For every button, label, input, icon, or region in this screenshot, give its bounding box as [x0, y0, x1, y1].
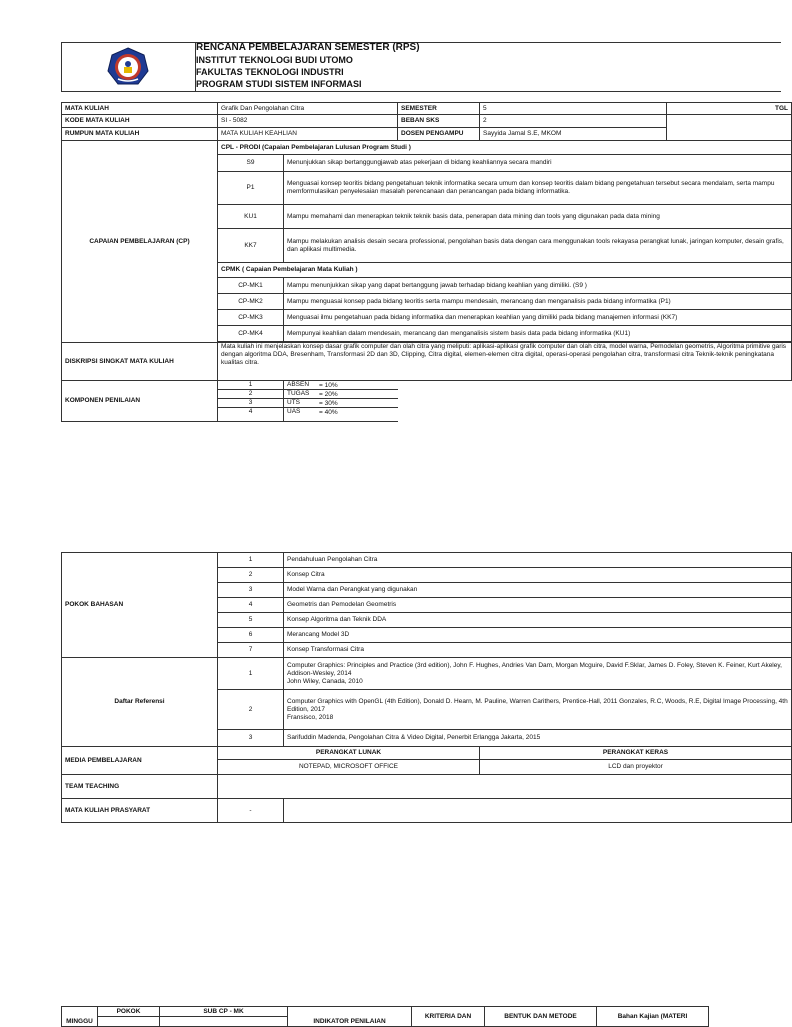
- capaian-label: CAPAIAN PEMBELAJARAN (CP): [62, 141, 218, 343]
- weekly-plan-table: [61, 1006, 709, 1027]
- cpmk-text: Menguasai ilmu pengetahuan pada bidang informatika dan menerapkan keahlian yang dimiliki pada bidang manajemen informasi (KK7): [284, 310, 792, 326]
- pokok-text: Model Warna dan Perangkat yang digunakan: [284, 583, 792, 598]
- pokok-text: Merancang Model 3D: [284, 628, 792, 643]
- kode-value: SI - 5082: [218, 115, 398, 128]
- table-row: [62, 775, 792, 799]
- rps-info-table: [61, 102, 792, 422]
- pokok-no: 6: [218, 628, 284, 643]
- referensi-text: Computer Graphics: Principles and Practice (3rd edition), John F. Hughes, Andries Van Dam, Morgan Mcguire, David F.Sklar, James D. Foley, Steven K. Feiner, Kurt Akeley, Addison-Wesley, 2014: [287, 661, 782, 677]
- dosen-value: Sayyida Jamal S.E, MKOM: [480, 128, 667, 141]
- komponen-no: 4: [218, 408, 284, 422]
- komponen-label: KOMPONEN PENILAIAN: [62, 381, 218, 422]
- cpmk-text: Mempunyai keahlian dalam mendesain, merancang dan menganalisis sistem basis data pada bidang informatika (KU1): [284, 326, 792, 342]
- komponen-no: 2: [218, 390, 284, 399]
- perangkat-keras-header: PERANGKAT KERAS: [480, 747, 792, 760]
- komponen-value: = 30%: [319, 400, 338, 407]
- perangkat-lunak-value: NOTEPAD, MICROSOFT OFFICE: [218, 760, 480, 775]
- perangkat-keras-value: LCD dan proyektor: [480, 760, 792, 775]
- referensi-text: Computer Graphics with OpenGL (4th Edition), Donald D. Hearn, M. Pauline, Warren Carithers, Prentice-Hall, 2011 Gonzales, R.C, Woods, R.E, Digital Image Processing, 4th Edition, 2017: [287, 697, 788, 713]
- kriteria-header: KRITERIA DAN: [412, 1007, 485, 1027]
- table-row: [62, 1007, 709, 1017]
- program-name: PROGRAM STUDI SISTEM INFORMASI: [196, 79, 362, 89]
- rumpun-value: MATA KULIAH KEAHLIAN: [218, 128, 398, 141]
- cpmk-code: CP-MK3: [218, 310, 284, 326]
- prasyarat-value: -: [218, 799, 284, 823]
- perangkat-lunak-header: PERANGKAT LUNAK: [218, 747, 480, 760]
- referensi-no: 3: [218, 730, 284, 747]
- mata-kuliah-value: Grafik Dan Pengolahan Citra: [218, 103, 398, 115]
- komponen-value: = 20%: [319, 391, 338, 398]
- deskripsi-text: Mata kuliah ini menjelaskan konsep dasar grafik computer dan olah citra yang meliputi: aplikasi-aplikasi grafik computer dan olah citra, model warna, Pemodelan geometris, Algoritma primitive garis dengan algoritma DDA, Bresenham, Transformasi 2D dan 3D, Clipping, Citra digital, elemen-elemen citra digital, operasi-operasi pengolahan citra, transformasi citra Teknik-teknik peningkatana kualitas citra.: [218, 343, 792, 381]
- cpl-code: KU1: [218, 205, 284, 229]
- cpl-text: Mampu melakukan analisis desain secara professional, pengolahan basis data dengan cara menggunakan tools rekayasa perangkat lunak, jaringan komputer, desain grafis, dan aplikasi multimedia.: [284, 229, 792, 263]
- institution-logo-cell: [62, 43, 196, 91]
- referensi-no: 1: [218, 658, 284, 690]
- rumpun-label: RUMPUN MATA KULIAH: [62, 128, 218, 141]
- referensi-text-cont: Fransisco, 2018: [287, 713, 334, 721]
- pokok-text: Konsep Citra: [284, 568, 792, 583]
- pokok-text: Konsep Algoritma dan Teknik DDA: [284, 613, 792, 628]
- cpl-text: Mampu memahami dan menerapkan teknik teknik basis data, penerapan data mining dan tools yang digunakan pada data mining: [284, 205, 792, 229]
- pokok-no: 5: [218, 613, 284, 628]
- pokok-no: 2: [218, 568, 284, 583]
- komponen-name: UTS: [287, 399, 300, 406]
- komponen-name: TUGAS: [287, 390, 310, 397]
- pokok-header: POKOK: [98, 1007, 160, 1017]
- table-row: [62, 381, 792, 390]
- referensi-text-cont: John Wiley, Canada, 2010: [287, 677, 363, 685]
- cpl-text: Menguasai konsep teoritis bidang pengetahuan teknik informatika secara umum dan konsep teoritis dalam bidang pengetahuan tersebut secara mendalam, serta mampu memformulasikan penyelesaian masalah perencanaan dan perancangan pada bidang informatika.: [284, 172, 792, 205]
- tgl-label: TGL: [667, 103, 792, 115]
- sks-value: 2: [480, 115, 667, 128]
- cpl-code: KK7: [218, 229, 284, 263]
- mata-kuliah-label: MATA KULIAH: [62, 103, 218, 115]
- deskripsi-label: DISKRIPSI SINGKAT MATA KULIAH: [62, 343, 218, 381]
- referensi-label: Daftar Referensi: [62, 658, 218, 747]
- bahan-header: Bahan Kajian (MATERI: [597, 1007, 709, 1027]
- cpmk-code: CP-MK4: [218, 326, 284, 342]
- faculty-name: FAKULTAS TEKNOLOGI INDUSTRI: [196, 67, 344, 77]
- table-row: [62, 747, 792, 760]
- indikator-header: INDIKATOR PENILAIAN: [288, 1007, 412, 1027]
- institution-logo: [62, 43, 195, 91]
- pokok-text: Pendahuluan Pengolahan Citra: [284, 553, 792, 568]
- sks-label: BEBAN SKS: [398, 115, 480, 128]
- tgl-value: [667, 115, 792, 141]
- cpmk-header: CPMK ( Capaian Pembelajaran Mata Kuliah ): [218, 263, 792, 278]
- komponen-name: UAS: [287, 408, 301, 415]
- pokok-no: 7: [218, 643, 284, 658]
- komponen-no: 1: [218, 381, 284, 390]
- prasyarat-label: MATA KULIAH PRASYARAT: [62, 799, 218, 823]
- table-row: [62, 799, 792, 823]
- rps-materials-table: [61, 552, 792, 823]
- cpl-code: S9: [218, 155, 284, 172]
- subcp-header: SUB CP - MK: [160, 1007, 288, 1017]
- team-teaching-value: [218, 775, 792, 799]
- team-teaching-label: TEAM TEACHING: [62, 775, 218, 799]
- cpmk-text: Mampu menunjukkan sikap yang dapat bertanggung jawab terhadap bidang keahlian yang dimiliki. (S9 ): [284, 278, 792, 294]
- komponen-value: = 40%: [319, 409, 338, 416]
- komponen-value: = 10%: [319, 382, 338, 389]
- dosen-label: DOSEN PENGAMPU: [398, 128, 480, 141]
- pokok-text: Konsep Transformasi Citra: [284, 643, 792, 658]
- pokok-label: POKOK BAHASAN: [62, 553, 218, 658]
- semester-label: SEMESTER: [398, 103, 480, 115]
- pokok-no: 1: [218, 553, 284, 568]
- cpl-code: P1: [218, 172, 284, 205]
- komponen-spacer: [398, 381, 792, 390]
- cpmk-text: Mampu menguasai konsep pada bidang teoritis serta mampu mendesain, merancang dan menganalisis pada bidang informatika (P1): [284, 294, 792, 310]
- minggu-header: MINGGU: [62, 1007, 98, 1027]
- table-row: [62, 103, 792, 115]
- komponen-values: [319, 381, 338, 417]
- pokok-no: 3: [218, 583, 284, 598]
- pokok-no: 4: [218, 598, 284, 613]
- cpmk-code: CP-MK1: [218, 278, 284, 294]
- institute-name: INSTITUT TEKNOLOGI BUDI UTOMO: [196, 55, 353, 65]
- table-row: [62, 115, 792, 128]
- table-row: [62, 553, 792, 568]
- pokok-text: Geometris dan Pemodelan Geometris: [284, 598, 792, 613]
- bentuk-header: BENTUK DAN METODE: [485, 1007, 597, 1027]
- referensi-no: 2: [218, 690, 284, 730]
- cpmk-code: CP-MK2: [218, 294, 284, 310]
- table-row: [62, 343, 792, 381]
- document-title: RENCANA PEMBELAJARAN SEMESTER (RPS): [196, 42, 420, 53]
- cpl-header: CPL - PRODI (Capaian Pembelajaran Lulusan Program Studi ): [218, 141, 792, 155]
- komponen-no: 3: [218, 399, 284, 408]
- referensi-text: Sarifuddin Madenda, Pengolahan Citra & Video Digital, Penerbit Erlangga Jakarta, 2015: [284, 730, 792, 747]
- komponen-name: ABSEN: [287, 381, 310, 388]
- semester-value: 5: [480, 103, 667, 115]
- document-header: [61, 42, 781, 92]
- table-row: [62, 141, 792, 155]
- media-label: MEDIA PEMBELAJARAN: [62, 747, 218, 775]
- kode-label: KODE MATA KULIAH: [62, 115, 218, 128]
- cpl-text: Menunjukkan sikap bertanggungjawab atas pekerjaan di bidang keahliannya secara mandiri: [284, 155, 792, 172]
- table-row: [62, 658, 792, 690]
